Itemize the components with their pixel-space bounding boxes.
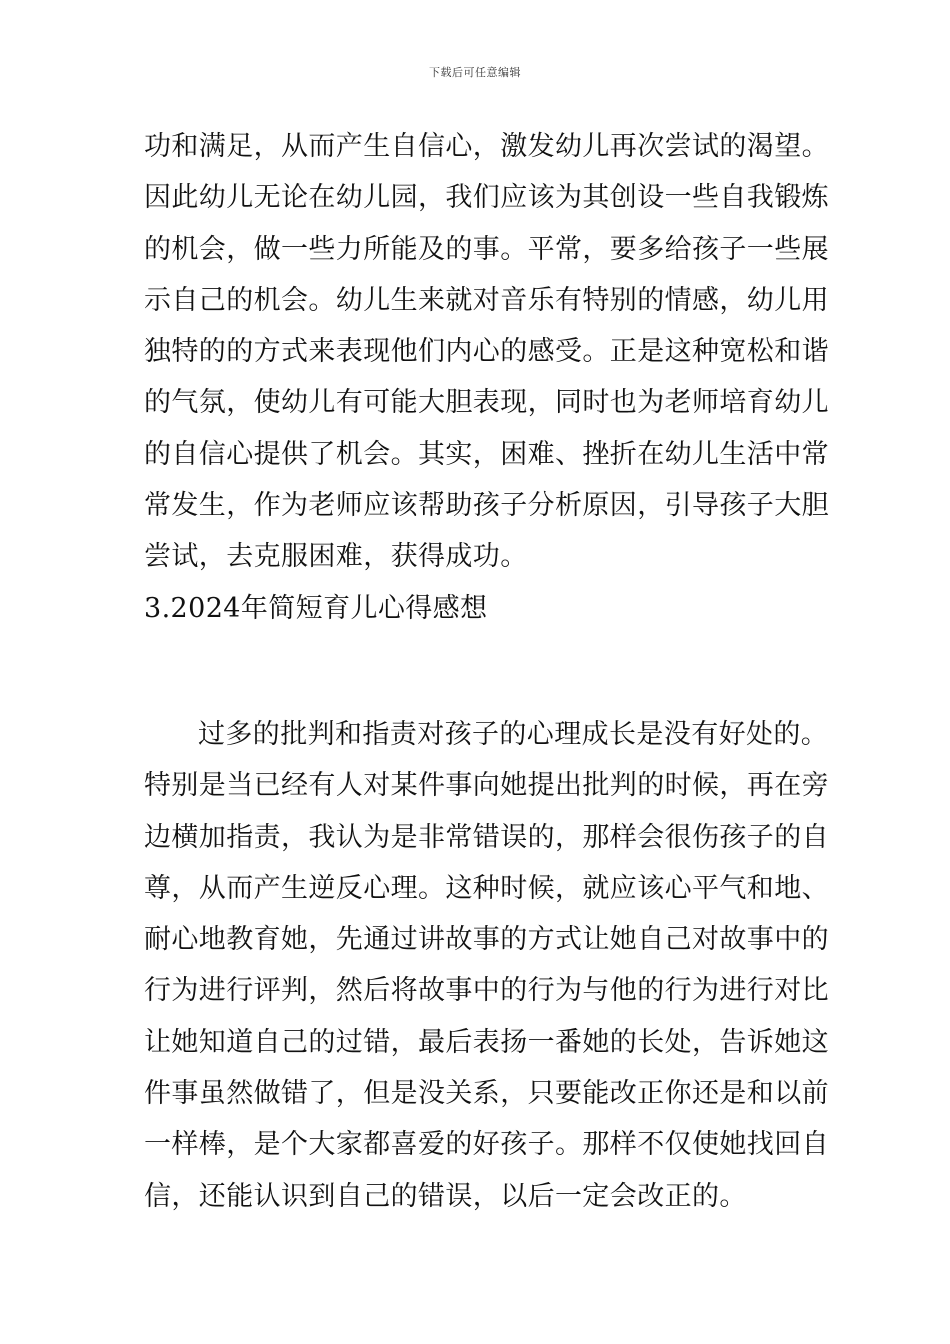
paragraph-line: 行为进行评判，然后将故事中的行为与他的行为进行对比 (144, 975, 829, 1007)
paragraph-line: 的机会，做一些力所能及的事。平常，要多给孩子一些展 (144, 233, 829, 265)
section-heading: 3.2024年简短育儿心得感想 (144, 592, 488, 624)
paragraph-line: 独特的的方式来表现他们内心的感受。正是这种宽松和谐 (144, 336, 829, 368)
document-body (144, 121, 829, 1222)
paragraph-line: 常发生，作为老师应该帮助孩子分析原因，引导孩子大胆 (144, 490, 829, 522)
paragraph-line: 信，还能认识到自己的错误，以后一定会改正的。 (144, 1180, 747, 1212)
paragraph-continued (144, 121, 829, 583)
paragraph-line: 一样棒，是个大家都喜爱的好孩子。那样不仅使她找回自 (144, 1129, 829, 1161)
paragraph-line: 的气氛，使幼儿有可能大胆表现，同时也为老师培育幼儿 (144, 387, 829, 419)
paragraph-line: 件事虽然做错了，但是没关系，只要能改正你还是和以前 (144, 1078, 829, 1110)
paragraph-parenting-reflection (144, 709, 829, 1222)
paragraph-line: 功和满足，从而产生自信心，激发幼儿再次尝试的渴望。 (144, 131, 829, 162)
paragraph-line: 边横加指责，我认为是非常错误的，那样会很伤孩子的自 (144, 821, 829, 853)
paragraph-line: 尝试，去克服困难，获得成功。 (144, 541, 528, 573)
paragraph-line: 因此幼儿无论在幼儿园，我们应该为其创设一些自我锻炼 (144, 182, 829, 214)
paragraph-line: 尊，从而产生逆反心理。这种时候，就应该心平气和地、 (144, 872, 829, 904)
blank-gap (144, 634, 812, 709)
paragraph-line: 让她知道自己的过错，最后表扬一番她的长处，告诉她这 (144, 1026, 829, 1058)
page-header-watermark: 下载后可任意编辑 (429, 66, 521, 79)
paragraph-line: 示自己的机会。幼儿生来就对音乐有特别的情感，幼儿用 (144, 284, 829, 316)
paragraph-line: 过多的批判和指责对孩子的心理成长是没有好处的。 (198, 718, 829, 750)
paragraph-line: 的自信心提供了机会。其实，困难、挫折在幼儿生活中常 (144, 438, 829, 470)
paragraph-line: 耐心地教育她，先通过讲故事的方式让她自己对故事中的 (144, 924, 829, 956)
paragraph-line: 特别是当已经有人对某件事向她提出批判的时候，再在旁 (144, 770, 829, 802)
